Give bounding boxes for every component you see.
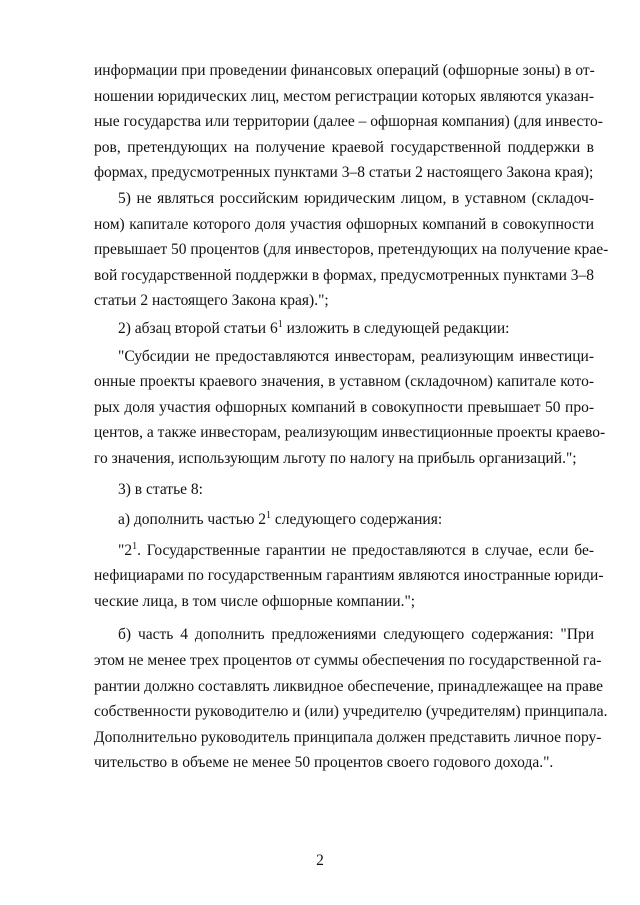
text-line: ные государства или территории (далее – офшорная компания) (для инвесто- (94, 113, 603, 131)
paragraph (94, 316, 594, 342)
text-line: 5) не являться российским юридическим лицом, в уставном (складоч- (118, 189, 594, 207)
text-line: ческие лица, в том числе офшорные компании."; (94, 592, 416, 610)
text-line: 3) в статье 8: (118, 480, 203, 498)
text-line: ношении юридических лиц, местом регистрации которых являются указан- (94, 87, 594, 105)
text-line: формах, предусмотренных пунктами 3–8 статьи 2 настоящего Закона края); (94, 164, 594, 182)
text-segment: "2 (118, 541, 133, 559)
text-line: Дополнительно руководитель принципала должен представить личное пору- (94, 728, 602, 746)
text-line: превышает 50 процентов (для инвесторов, претендующих на получение крае- (94, 241, 609, 259)
text-line: ров, претендующих на получение краевой государственной поддержки в (94, 138, 594, 156)
text-line: го значения, использующим льготу по налогу на прибыль организаций."; (94, 449, 577, 467)
text-line: этом не менее трех процентов от суммы обеспечения по государственной га- (94, 652, 602, 670)
paragraph (94, 507, 594, 533)
text-line: рых доля участия офшорных компаний в совокупности превышает 50 про- (94, 398, 594, 416)
paragraph (94, 538, 604, 615)
superscript: 1 (266, 509, 272, 521)
text-line: центов, а также инвесторам, реализующим инвестиционные проекты краево- (94, 424, 606, 442)
superscript: 1 (277, 318, 283, 330)
text-segment: 2) абзац второй статьи 6 (118, 319, 278, 337)
text-segment: . Государственные гарантии не предоставляются в случае, если бе- (137, 541, 594, 559)
text-line: чительство в объеме не менее 50 процентов своего годового дохода.". (94, 754, 554, 772)
text-line: б) часть 4 дополнить предложениями следующего содержания: "При (118, 626, 594, 644)
text-line: вой государственной поддержки в формах, предусмотренных пунктами 3–8 (94, 266, 595, 284)
text-line (94, 507, 594, 533)
text-line: информации при проведении финансовых операций (офшорные зоны) в от- (94, 62, 595, 79)
paragraph (94, 58, 603, 186)
text-line (94, 316, 594, 342)
text-line: статьи 2 настоящего Закона края)."; (94, 292, 329, 310)
text-line: собственности руководителю и (или) учредителю (учредителям) принципала. (94, 703, 608, 721)
text-segment: а) дополнить частью 2 (118, 511, 267, 529)
text-line: "Субсидии не предоставляются инвесторам, реализующим инвестици- (118, 347, 594, 365)
superscript: 1 (132, 540, 138, 552)
paragraph (94, 344, 606, 472)
text-segment: следующего содержания: (271, 511, 443, 529)
paragraph (94, 477, 594, 503)
text-line: онные проекты краевого значения, в уставном (складочном) капитале кото- (94, 373, 594, 391)
text-line: рантии должно составлять ликвидное обеспечение, принадлежащее на праве (94, 677, 603, 695)
text-line: нефициарами по государственным гарантиям являются иностранные юриди- (94, 567, 604, 585)
page-number: 2 (316, 852, 324, 869)
paragraph (94, 186, 609, 314)
text-line: ном) капитале которого доля участия офшорных компаний в совокупности (94, 215, 594, 233)
text-line (94, 538, 594, 564)
body-text (94, 58, 609, 776)
paragraph (94, 622, 608, 776)
text-segment: изложить в следующей редакции: (282, 319, 510, 337)
